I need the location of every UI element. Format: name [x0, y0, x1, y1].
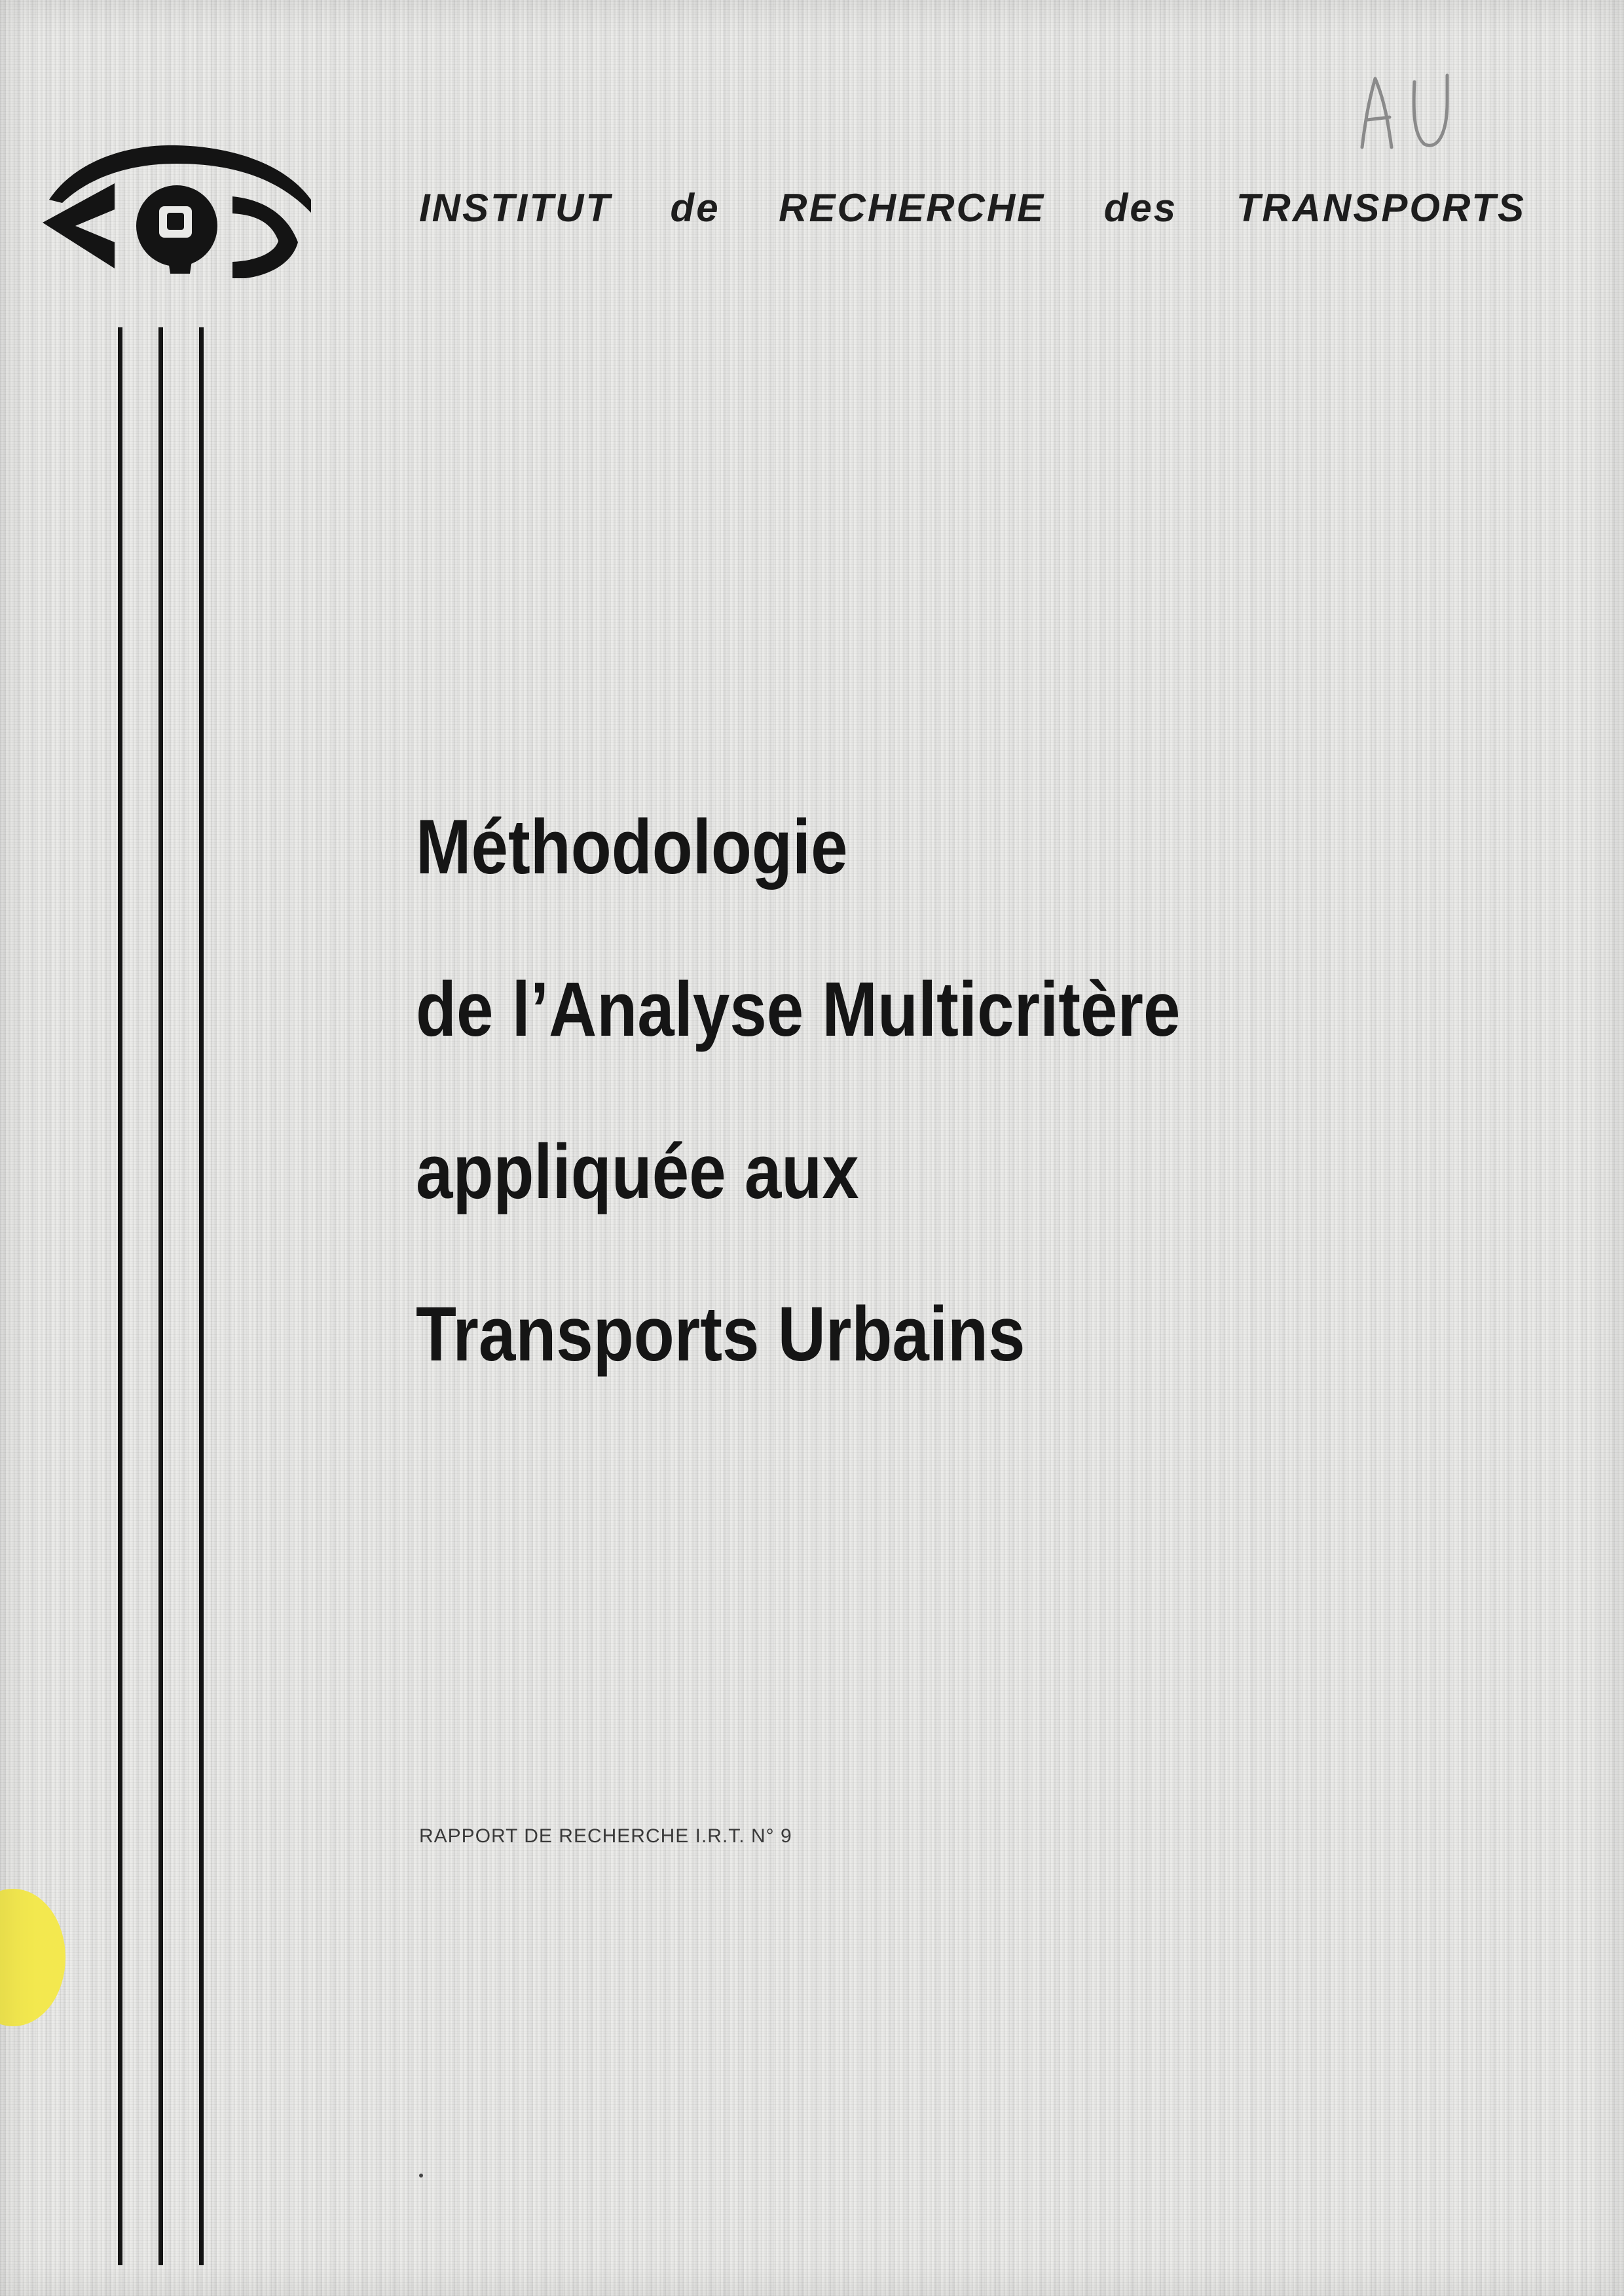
paper-speck: [419, 2174, 423, 2178]
institute-word: INSTITUT: [419, 186, 612, 230]
institute-name: [419, 185, 1526, 230]
report-number: RAPPORT DE RECHERCHE I.R.T. N° 9: [419, 1825, 792, 1847]
cover-rule-1: [118, 327, 122, 2265]
title-line: Méthodologie: [416, 804, 848, 890]
institute-word: des: [1103, 186, 1178, 230]
title-line: de l’Analyse Multicritère: [416, 966, 1181, 1053]
irt-logo-icon: [36, 137, 318, 282]
yellow-sticker: [0, 1889, 65, 2026]
cover-rule-3: [199, 327, 204, 2265]
handwritten-annotation: [1349, 62, 1460, 160]
cover-rule-2: [158, 327, 163, 2265]
institute-word: RECHERCHE: [779, 186, 1046, 230]
title-line: Transports Urbains: [416, 1291, 1025, 1377]
institute-word: de: [670, 186, 720, 230]
title-line: appliquée aux: [416, 1129, 859, 1215]
institute-word: TRANSPORTS: [1236, 186, 1526, 230]
document-title: [416, 766, 1373, 1415]
